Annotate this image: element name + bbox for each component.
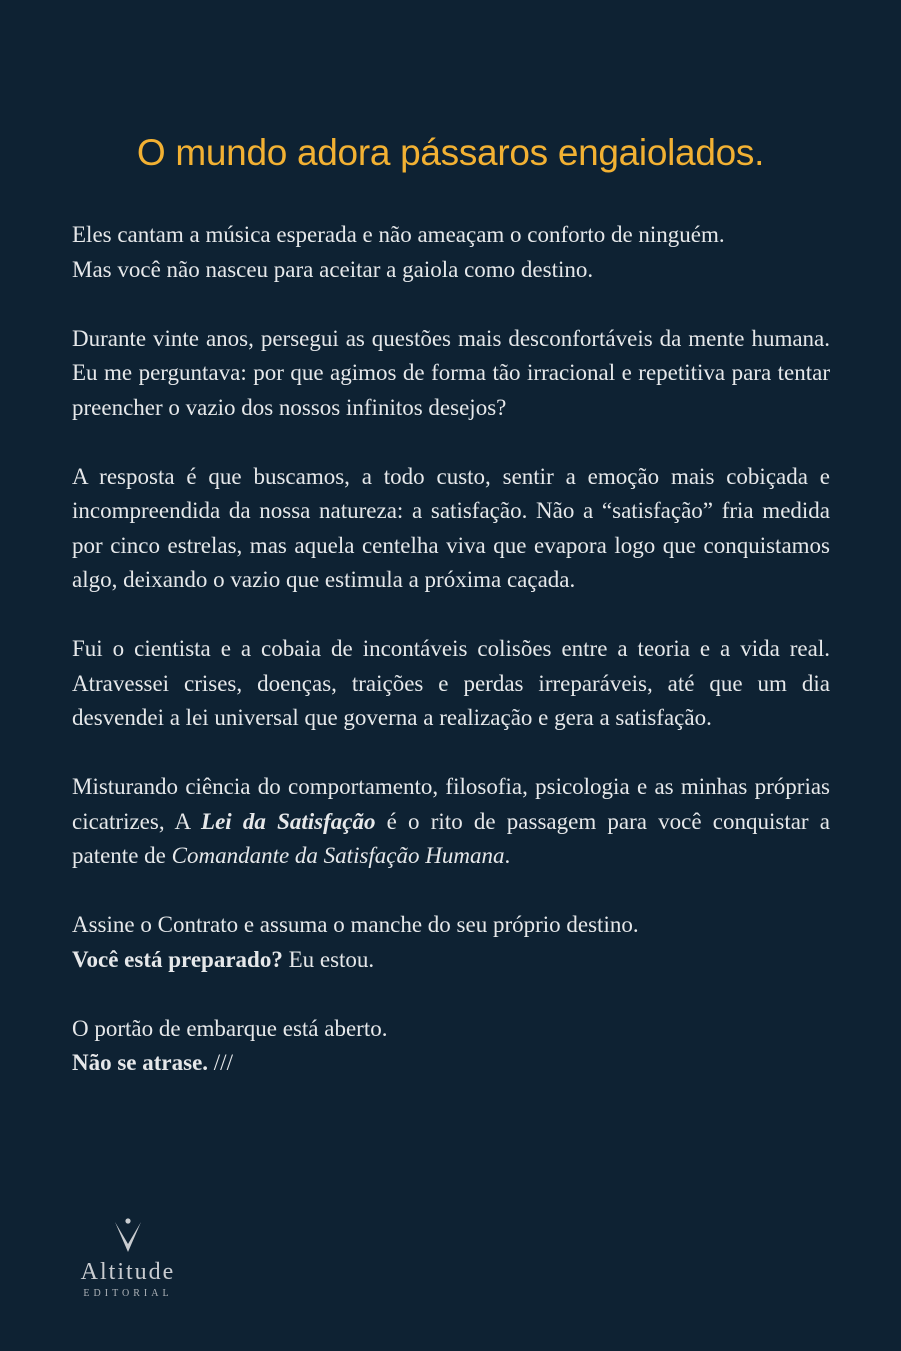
publisher-sub: EDITORIAL [83, 1288, 173, 1299]
publisher-name: Altitude [80, 1259, 176, 1285]
paragraph-4: Fui o cientista e a cobaia de incontáveis colisões entre a teoria e a vida real. Atravessei crises, doenças, traições e perdas irreparáveis, até que um dia desvendei a lei universal que governa a realização e gera a satisfação. [72, 636, 830, 730]
paragraph-6-rest: Eu estou. [282, 946, 375, 972]
paragraph-1-line-1: Eles cantam a música esperada e não ameaçam o conforto de ninguém. [72, 222, 725, 247]
paragraph-5 [72, 770, 830, 874]
paragraph-5-before: Misturando ciência do comportamento, filosofia, psicologia e as minhas próprias cicatrizes, A [72, 774, 830, 834]
bird-chevron-icon [113, 1218, 143, 1254]
paragraph-5-middle: é o rito de passagem para você conquistar a patente de [72, 808, 830, 868]
paragraph-1 [72, 218, 830, 287]
publisher-logo [60, 1218, 196, 1300]
paragraph-5-after: . [504, 843, 511, 868]
paragraph-6-line-1: Assine o Contrato e assuma o manche do seu próprio destino. [72, 912, 639, 937]
paragraph-6 [72, 908, 830, 977]
headline: O mundo adora pássaros engaiolados. [136, 132, 765, 173]
paragraph-2: Durante vinte anos, persegui as questões mais desconfortáveis da mente humana. Eu me perguntava: por que agimos de forma tão irracional e repetitiva para tentar preencher o vazio dos nossos infinitos desejos? [72, 325, 830, 420]
paragraph-7-bold: Não se atrase. [72, 1050, 209, 1075]
paragraph-6-bold: Você está preparado? [72, 946, 283, 972]
paragraph-7 [72, 1012, 830, 1081]
book-title: Lei da Satisfação [201, 808, 376, 834]
paragraph-3: A resposta é que buscamos, a todo custo, sentir a emoção mais cobiçada e incompreendida da nossa natureza: a satisfação. Não a “satisfação” fria medida por cinco estrelas, mas aquela centelha viva que evapora logo que conquistamos algo, deixando o vazio que estimula a próxima caçada. [72, 463, 830, 592]
paragraph-7-line-1: O portão de embarque está aberto. [72, 1015, 388, 1041]
paragraph-1-line-2: Mas você não nasceu para aceitar a gaiola como destino. [72, 256, 594, 282]
paragraph-7-rest: /// [208, 1050, 233, 1075]
body-text [72, 218, 830, 1115]
rank-title: Comandante da Satisfação Humana [171, 843, 505, 868]
